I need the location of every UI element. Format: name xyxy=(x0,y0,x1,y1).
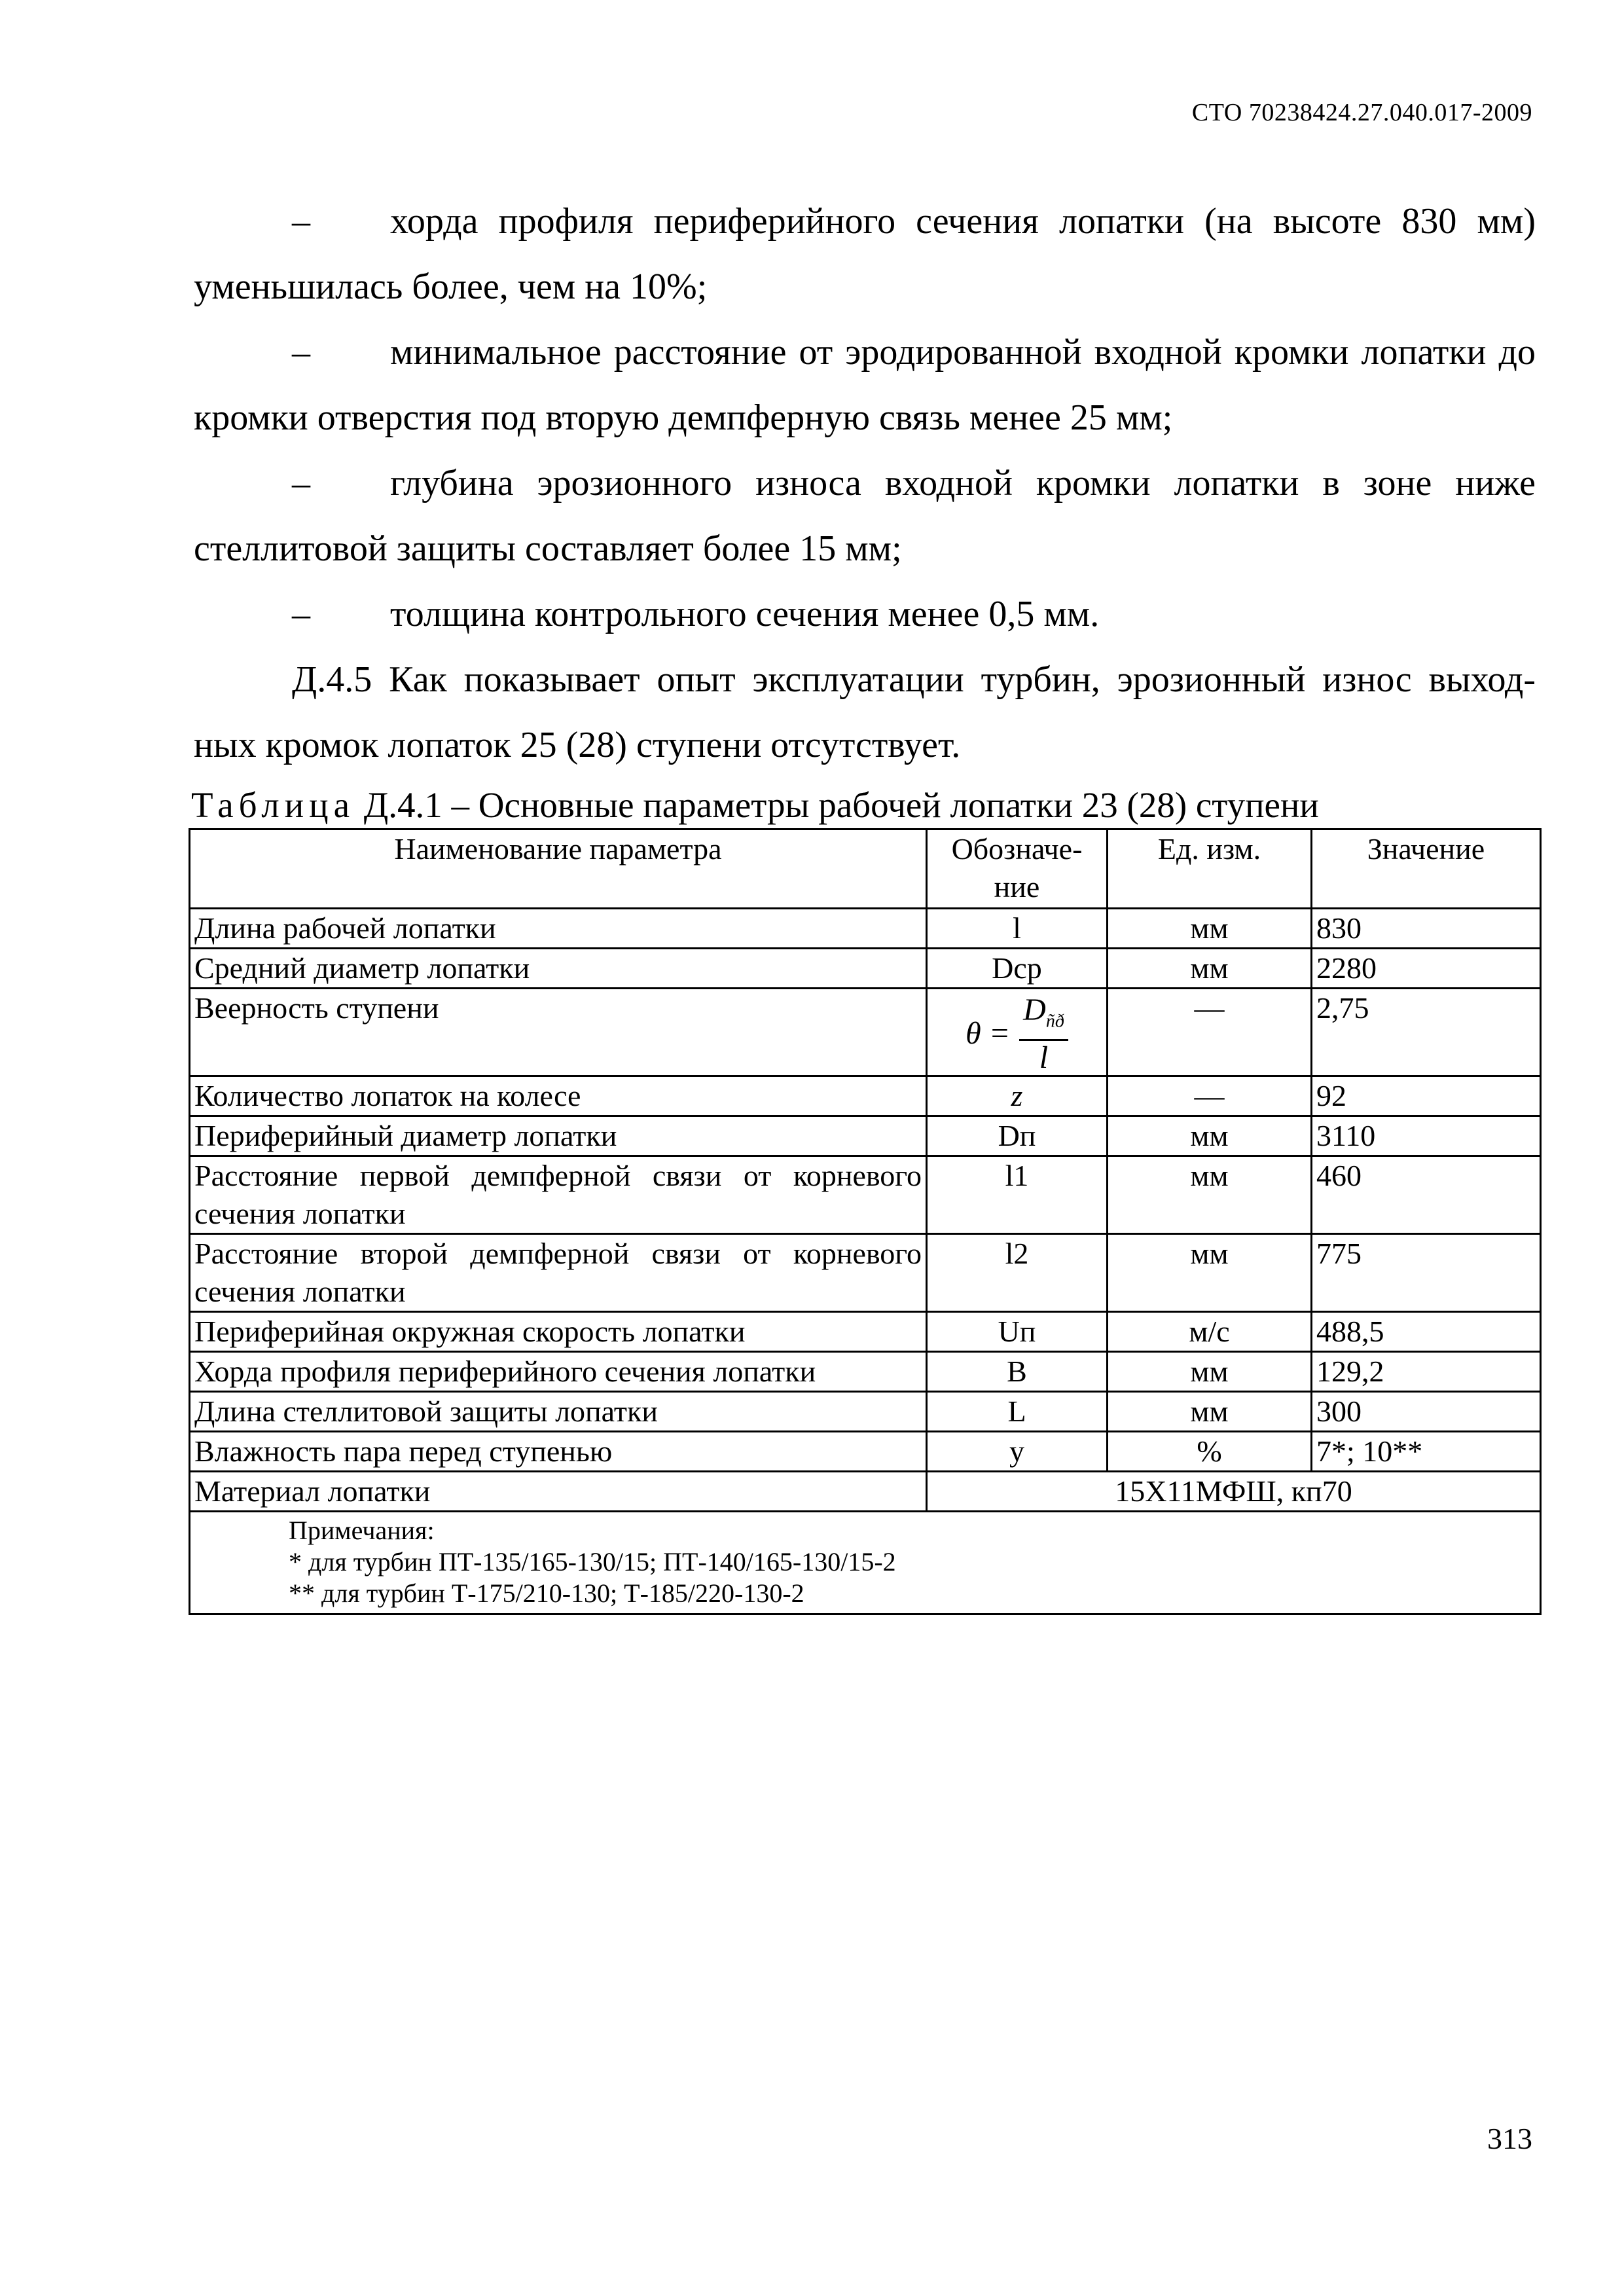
param-symbol: Dср xyxy=(927,949,1108,989)
param-symbol: L xyxy=(927,1391,1108,1431)
note-item: * для турбин ПТ-135/165-130/15; ПТ-140/165-130/15-2 xyxy=(289,1546,896,1576)
param-value: 92 xyxy=(1312,1076,1541,1116)
param-symbol: l1 xyxy=(927,1156,1108,1233)
fanning-formula xyxy=(965,993,1068,1075)
material-value: 15Х11МФШ, кп70 xyxy=(927,1471,1541,1511)
param-unit: — xyxy=(1108,989,1312,1076)
bullet-dash: – xyxy=(292,201,310,242)
param-symbol: l2 xyxy=(927,1233,1108,1311)
param-symbol: B xyxy=(927,1351,1108,1391)
table-row xyxy=(190,1351,1541,1391)
table-row-notes xyxy=(190,1511,1541,1614)
param-symbol: z xyxy=(927,1076,1108,1116)
page-number: 313 xyxy=(1487,2122,1532,2155)
param-name: Хорда профиля периферийного сечения лопатки xyxy=(190,1351,927,1391)
param-unit: мм xyxy=(1108,1156,1312,1233)
param-unit: мм xyxy=(1108,1351,1312,1391)
table-caption xyxy=(191,782,1319,828)
param-name: Материал лопатки xyxy=(190,1471,927,1511)
table-row xyxy=(190,1311,1541,1351)
param-unit: мм xyxy=(1108,1116,1312,1156)
bullet-dash: – xyxy=(292,463,310,503)
column-header-value: Значение xyxy=(1312,829,1541,909)
bullet-dash: – xyxy=(292,594,310,634)
formula-numerator: $D_{ñð}$ xyxy=(1019,993,1068,1041)
param-value: 3110 xyxy=(1312,1116,1541,1156)
param-value: 488,5 xyxy=(1312,1311,1541,1351)
param-value: 129,2 xyxy=(1312,1351,1541,1391)
param-unit: % xyxy=(1108,1431,1312,1471)
param-name: Периферийная окружная скорость лопатки xyxy=(190,1311,927,1351)
column-header-symbol: Обозначе-ние xyxy=(927,829,1108,909)
table-row xyxy=(190,1156,1541,1233)
table-row-material xyxy=(190,1471,1541,1511)
column-header-name: Наименование параметра xyxy=(190,829,927,909)
param-value: 2,75 xyxy=(1312,989,1541,1076)
param-symbol-formula xyxy=(927,989,1108,1076)
table-row xyxy=(190,1233,1541,1311)
table-header-row xyxy=(190,829,1541,909)
bullet-text: толщина контрольного сечения менее 0,5 мм. xyxy=(390,594,1100,634)
param-name: Влажность пара перед ступенью xyxy=(190,1431,927,1471)
param-name: Периферийный диаметр лопатки xyxy=(190,1116,927,1156)
param-value: 2280 xyxy=(1312,949,1541,989)
param-unit: мм xyxy=(1108,949,1312,989)
bullet-paragraph xyxy=(194,450,1536,581)
table-row xyxy=(190,1116,1541,1156)
table-row xyxy=(190,909,1541,949)
note-item: ** для турбин Т-175/210-130; Т-185/220-130-2 xyxy=(289,1578,804,1608)
param-value: 460 xyxy=(1312,1156,1541,1233)
table-caption-label: Таблица xyxy=(191,785,355,825)
param-unit: — xyxy=(1108,1076,1312,1116)
paragraph-d45: Д.4.5 Как показывает опыт эксплуатации турбин, эрозионный износ выход-ных кромок лопаток 25 (28) ступени отсутствует. xyxy=(194,659,1536,765)
column-header-unit: Ед. изм. xyxy=(1108,829,1312,909)
param-value: 7*; 10** xyxy=(1312,1431,1541,1471)
param-name: Веерность ступени xyxy=(190,989,927,1076)
table-row xyxy=(190,1391,1541,1431)
param-symbol: l xyxy=(927,909,1108,949)
param-unit: мм xyxy=(1108,909,1312,949)
table-row xyxy=(190,1431,1541,1471)
formula-denominator: l xyxy=(1039,1040,1049,1075)
param-symbol: Dп xyxy=(927,1116,1108,1156)
bullet-paragraph xyxy=(194,581,1536,647)
bullet-text: глубина эрозионного износа входной кромки лопатки в зоне ниже стеллитовой защиты составляет более 15 мм; xyxy=(194,463,1536,569)
formula-fraction xyxy=(1019,993,1068,1075)
bullet-text: минимальное расстояние от эродированной входной кромки лопатки до кромки отверстия под вторую демпферную связь менее 25 мм; xyxy=(194,332,1536,438)
param-value: 775 xyxy=(1312,1233,1541,1311)
body-text xyxy=(194,189,1536,778)
bullet-paragraph xyxy=(194,319,1536,450)
param-name: Расстояние второй демпферной связи от корневого сечения лопатки xyxy=(190,1233,927,1311)
table-caption-text: Д.4.1 – Основные параметры рабочей лопатки 23 (28) ступени xyxy=(354,785,1319,825)
param-name: Длина рабочей лопатки xyxy=(190,909,927,949)
param-symbol: Uп xyxy=(927,1311,1108,1351)
table-row xyxy=(190,1076,1541,1116)
bullet-paragraph xyxy=(194,189,1536,319)
param-symbol: y xyxy=(927,1431,1108,1471)
notes-title: Примечания: xyxy=(289,1515,435,1545)
bullet-dash: – xyxy=(292,332,310,373)
param-name: Средний диаметр лопатки xyxy=(190,949,927,989)
param-name: Длина стеллитовой защиты лопатки xyxy=(190,1391,927,1431)
table-row xyxy=(190,989,1541,1076)
param-unit: м/с xyxy=(1108,1311,1312,1351)
param-name: Расстояние первой демпферной связи от корневого сечения лопатки xyxy=(190,1156,927,1233)
parameters-table xyxy=(189,828,1542,1615)
table-notes xyxy=(190,1511,1541,1614)
param-value: 300 xyxy=(1312,1391,1541,1431)
param-unit: мм xyxy=(1108,1233,1312,1311)
param-unit: мм xyxy=(1108,1391,1312,1431)
param-name: Количество лопаток на колесе xyxy=(190,1076,927,1116)
formula-numerator-subscript: ñð xyxy=(1045,1011,1064,1032)
table-row xyxy=(190,949,1541,989)
param-value: 830 xyxy=(1312,909,1541,949)
formula-lhs: θ = xyxy=(965,1016,1011,1051)
document-code: СТО 70238424.27.040.017-2009 xyxy=(1191,99,1532,126)
bullet-text: хорда профиля периферийного сечения лопатки (на высоте 830 мм) уменьшилась более, чем на 10%; xyxy=(194,201,1536,307)
